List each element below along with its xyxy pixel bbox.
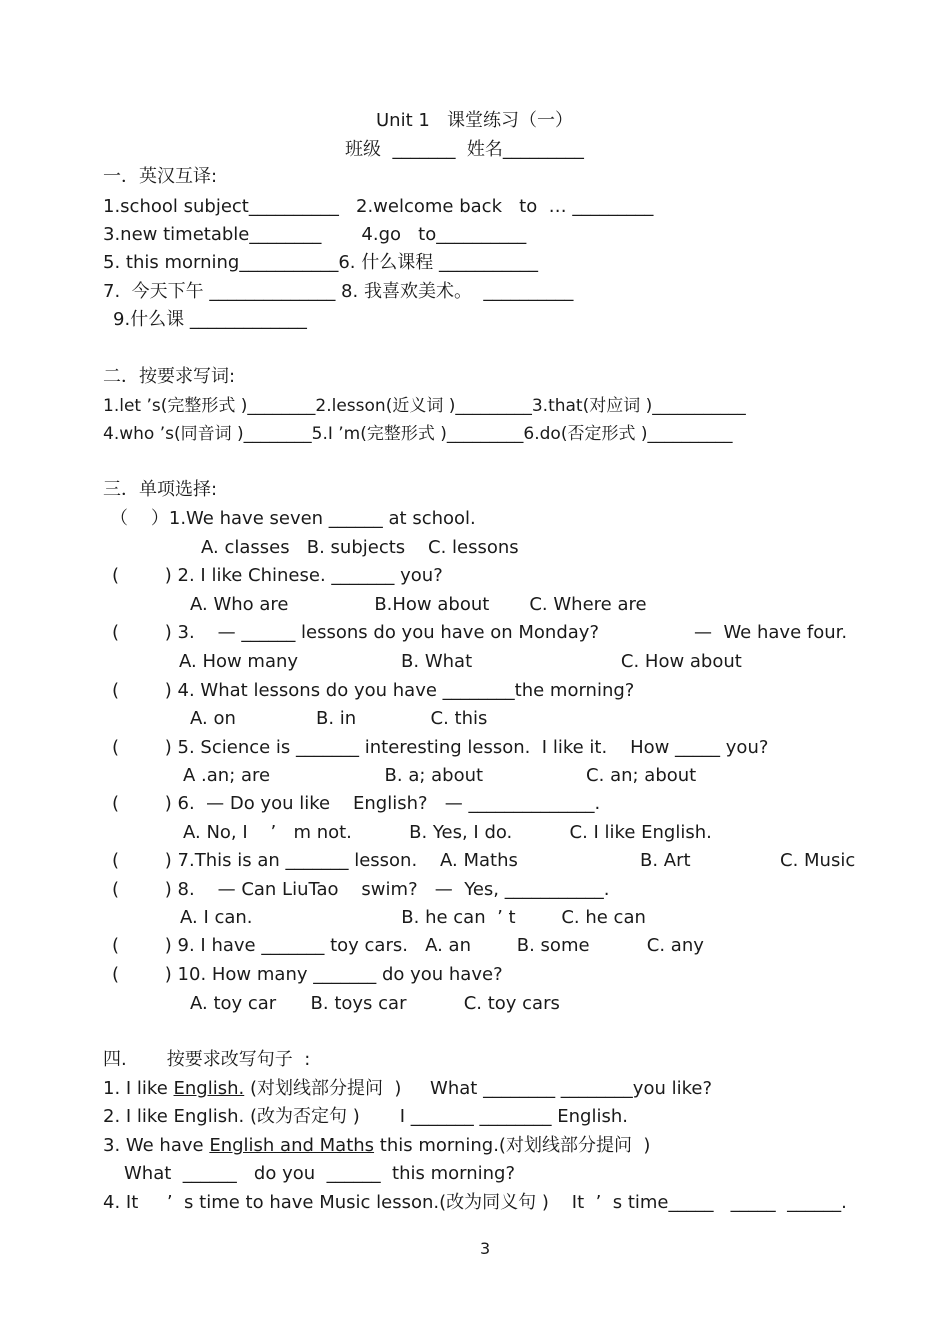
section-1-line: 5. this morning___________6. 什么课程 ___________: [103, 252, 538, 273]
rewrite-4: 4. It ’ s time to have Music lesson.(改为同义句 ) It ’ s time_____ _____ ______.: [103, 1192, 847, 1213]
class-name-line: 班级 _______ 姓名_________: [345, 139, 584, 160]
section-3-heading: 三．单项选择:: [103, 479, 218, 500]
question-1-options: A. classes B. subjects C. lessons: [201, 537, 519, 558]
question-4: ( ) 4. What lessons do you have ________the morning?: [112, 680, 635, 701]
question-3-options: A. How many B. What C. How about: [179, 651, 742, 672]
section-4-heading: 四. 按要求改写句子 :: [103, 1049, 311, 1070]
rewrite-1-end: (对划线部分提问 ) What ________ ________you like?: [244, 1078, 712, 1099]
rewrite-1: [103, 1078, 712, 1100]
question-7-option-b: B. Art: [640, 850, 691, 871]
question-7-option-c: C. Music: [780, 850, 856, 871]
rewrite-1-underlined: English.: [173, 1078, 245, 1099]
page-number: 3: [480, 1239, 491, 1258]
question-10: ( ) 10. How many _______ do you have?: [112, 964, 503, 985]
question-3: ( ) 3. — ______ lessons do you have on Monday?: [112, 622, 599, 643]
section-1-heading: 一．英汉互译:: [103, 166, 218, 187]
question-6: ( ) 6. — Do you like English? — ______________.: [112, 793, 601, 814]
question-6-options: A. No, I ’ m not. B. Yes, I do. C. I like English.: [183, 822, 712, 843]
rewrite-1-start: 1. I like: [103, 1078, 174, 1099]
page-title: Unit 1 课堂练习（一）: [376, 110, 573, 131]
question-1: （ ）1.We have seven ______ at school.: [110, 508, 476, 529]
question-5-options: A .an; are B. a; about C. an; about: [183, 765, 697, 786]
section-2-line: 4.who ’s(同音词 )________5.I ’m(完整形式 )_________6.do(否定形式 )__________: [103, 424, 733, 444]
section-1-line: 7. 今天下午 ______________ 8. 我喜欢美术。 __________: [103, 281, 574, 302]
question-2-options: A. Who are B.How about C. Where are: [190, 594, 647, 615]
section-1-line: 9.什么课 _____________: [113, 309, 307, 330]
question-5: ( ) 5. Science is _______ interesting lesson. I like it. How _____ you?: [112, 737, 769, 758]
question-8: ( ) 8. — Can LiuTao swim? — Yes, ___________.: [112, 879, 610, 900]
rewrite-3-answer: What ______ do you ______ this morning?: [124, 1163, 516, 1184]
rewrite-3-underlined: English and Maths: [209, 1135, 375, 1156]
question-7: ( ) 7.This is an _______ lesson. A. Maths: [112, 850, 518, 871]
section-1-line: 1.school subject__________ 2.welcome back to … _________: [103, 196, 654, 217]
section-2-heading: 二．按要求写词:: [103, 366, 236, 387]
rewrite-2: 2. I like English. (改为否定句 ) I _______ ________ English.: [103, 1106, 628, 1127]
question-8-options: A. I can. B. he can ’ t C. he can: [180, 907, 646, 928]
question-2: ( ) 2. I like Chinese. _______ you?: [112, 565, 443, 586]
question-4-options: A. on B. in C. this: [190, 708, 488, 729]
rewrite-3: [103, 1135, 650, 1157]
rewrite-3-start: 3. We have: [103, 1135, 210, 1156]
question-9: ( ) 9. I have _______ toy cars. A. an B. some C. any: [112, 935, 704, 956]
question-3-answer: — We have four.: [694, 622, 848, 643]
section-1-line: 3.new timetable________ 4.go to__________: [103, 224, 527, 245]
question-10-options: A. toy car B. toys car C. toy cars: [190, 993, 560, 1014]
section-2-line: 1.let ’s(完整形式 )________2.lesson(近义词 )_________3.that(对应词 )___________: [103, 396, 746, 416]
rewrite-3-end: this morning.(对划线部分提问 ): [374, 1135, 651, 1156]
